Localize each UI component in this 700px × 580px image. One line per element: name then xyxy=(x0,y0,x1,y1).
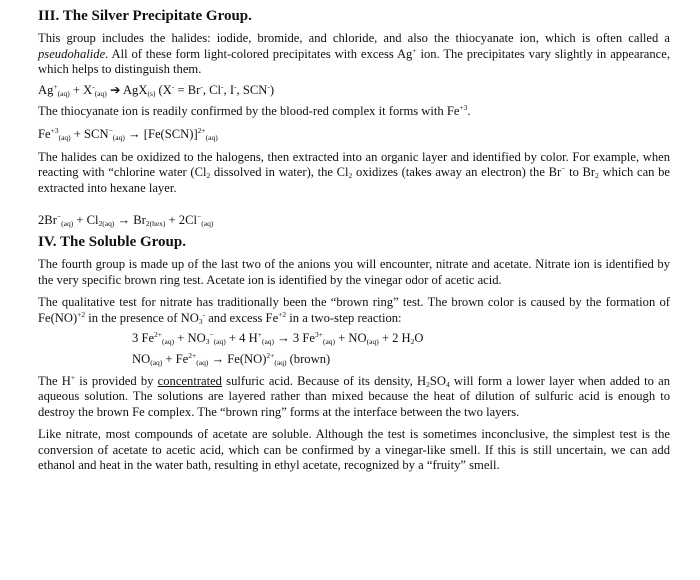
equation-bromide-oxidation: $2Br^-_{(aq)} + Cl_{2(aq)} \to Br_{2(hex)} + 2Cl^-_{(aq)}$ xyxy=(38,212,214,229)
section-4-title: IV. The Soluble Group. xyxy=(38,233,186,250)
equation-thiocyanate: $Fe^{+3}_{(aq)} + SCN^-_{(aq)} \to [Fe(SCN)]^{2+}_{(aq)}$ xyxy=(38,125,218,142)
section-3-paragraph-2: The thiocyanate ion is readily confirmed by the blood-red complex it forms with $Fe^{+3}$. xyxy=(38,103,471,119)
section-4-paragraph-3: The H+ is provided by concentrated sulfuric acid. Because of its density, $H_2SO_4$ will form a lower layer when added to an aqueous solution. The solutions are layered rather than mixed because the heat of dilution of sulfuric acid is enough to destroy the brown Fe complex. The “brown ring” forms at the interface between the two layers. xyxy=(38,372,670,419)
equation-brown-complex: $NO_{(aq)} + Fe^{2+}_{(aq)} \to Fe(NO)^{2+}_{(aq)}$ (brown) xyxy=(132,350,331,367)
section-4-paragraph-1: The fourth group is made up of the last two of the anions you will encounter, nitrate and acetate. Nitrate ion is identified by the very specific brown ring test. Acetate ion is identified by the vinegar odor of acetic acid. xyxy=(38,256,670,287)
section-3-title: III. The Silver Precipitate Group. xyxy=(38,8,252,24)
section-3-paragraph-1: This group includes the halides: iodide, bromide, and chloride, and also the thiocyanate ion, which is often called a pseudohalide. All of these form light-colored precipitates with excess Ag+ ion. The precipitates vary slightly in appearance, which helps to distinguish them. xyxy=(38,31,670,77)
equation-nitrate-reduction: 3 $Fe^{2+}_{(aq)} + NO_3^-_{(aq)} + 4$ $H^+_{(aq)} \to 3$ $Fe^{3+}_{(aq)} + NO_{(aq)} + 2$ $H_2O$ xyxy=(132,330,424,347)
section-4-paragraph-2: The qualitative test for nitrate has traditionally been the “brown ring” test. The brown color is caused by the formation of Fe(NO)$^{+2}$ in the presence of $NO_3^-$ and excess $Fe^{+2}$ in a two-step reaction: xyxy=(38,295,670,326)
section-3-paragraph-3: The halides can be oxidized to the halogens, then extracted into an organic layer and identified by color. For example, when reacting with “chlorine water ($Cl_2$ dissolved in water), the $Cl_2$ oxidizes (takes away an electron) the Br− to $Br_2$ which can be extracted into hexane layer. xyxy=(38,149,671,195)
section-4-paragraph-4: Like nitrate, most compounds of acetate are soluble. Although the test is sometimes inconclusive, the simplest test is the conversion of acetate to acetic acid, which can be confirmed by a vinegar-like smell. If this is still uncertain, we can add ethanol and heat in the water bath, resulting in ethyl acetate, recognized by a “fruity” smell. xyxy=(38,427,670,473)
equation-silver-halide: $Ag^+_{(aq)} + X^-_{(aq)}$ ➔ AgX$_{(s)}$ (X- = Br-, Cl-, I-, SCN-) xyxy=(38,81,275,98)
